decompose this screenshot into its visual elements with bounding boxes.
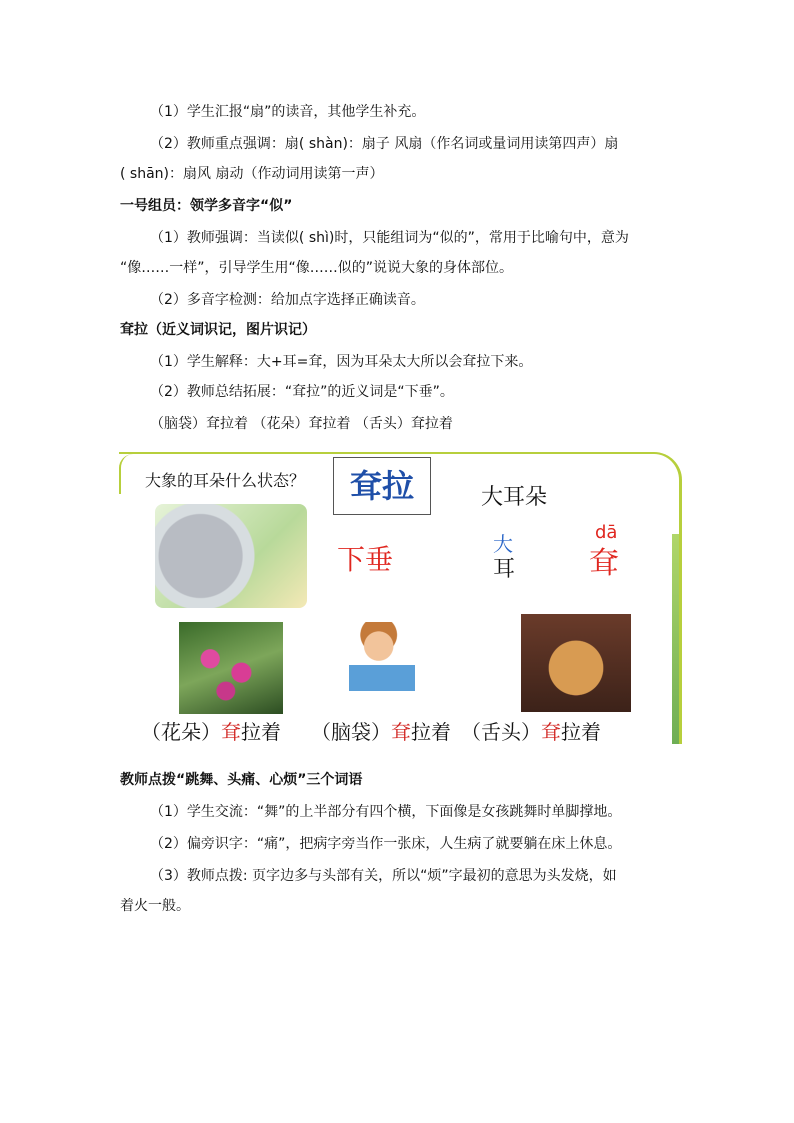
doc-line: 着火一般。 [120, 898, 190, 914]
slide-word-box: 耷拉 [333, 457, 431, 515]
slide-captions [141, 716, 601, 744]
big-ear-text: 大耳朵 [481, 485, 548, 510]
doc-line: （1）学生汇报“扇”的读音，其他学生补充。 [150, 104, 426, 120]
doc-line: （脑袋）耷拉着 （花朵）耷拉着 （舌头）耷拉着 [150, 416, 453, 432]
doc-line: ( shān)：扇风 扇动（作动词用读第一声） [120, 166, 384, 182]
doc-line: （3）教师点拨: 页字边多与头部有关，所以“烦”字最初的意思为头发烧，如 [150, 868, 617, 884]
flower-image [179, 622, 283, 714]
component-top: 大 [493, 532, 513, 556]
section-heading: 教师点拨“跳舞、头痛、心烦”三个词语 [120, 772, 363, 788]
doc-line: （1）学生交流：“舞”的上半部分有四个横，下面像是女孩跳舞时单脚撑地。 [150, 804, 622, 820]
caption-paren: （舌头） [461, 720, 541, 744]
elephant-image [155, 504, 307, 608]
doc-line: （2）多音字检测：给加点字选择正确读音。 [150, 292, 425, 308]
caption-paren: （花朵） [141, 720, 221, 744]
lesson-slide [119, 452, 682, 744]
dog-image [521, 614, 631, 712]
doc-line: （1）学生解释：大+耳=耷，因为耳朵太大所以会耷拉下来。 [150, 354, 533, 370]
doc-line: （2）教师总结拓展：“耷拉”的近义词是“下垂”。 [150, 384, 454, 400]
character-da: 耷 [589, 546, 619, 581]
doc-line: （2）偏旁识字：“痛”，把病字旁当作一张床，人生病了就要躺在床上休息。 [150, 836, 622, 852]
caption-rest: 拉着 [561, 720, 601, 744]
doc-line: （1）教师强调：当读似( shì)时，只能组词为“似的”，常用于比喻句中，意为 [150, 230, 629, 246]
caption-red-char: 耷 [221, 720, 241, 744]
section-heading: 耷拉（近义词识记，图片识记） [120, 322, 316, 338]
synonym-text: 下垂 [337, 543, 394, 576]
caption-red-char: 耷 [541, 720, 561, 744]
doc-line: （2）教师重点强调：扇( shàn)：扇子 风扇（作名词或量词用读第四声）扇 [150, 136, 619, 152]
leaf-decoration [672, 534, 682, 744]
section-heading: 一号组员：领学多音字“似” [120, 198, 293, 214]
caption-rest: 拉着 [411, 720, 451, 744]
pinyin-label: dā [595, 522, 618, 543]
doc-line: “像……一样”，引导学生用“像……似的”说说大象的身体部位。 [120, 260, 514, 276]
caption-paren: （脑袋） [311, 720, 391, 744]
blank-underline [283, 728, 309, 744]
slide-question: 大象的耳朵什么状态？ [145, 471, 306, 490]
component-bottom: 耳 [493, 557, 516, 582]
slide-border [119, 454, 135, 494]
caption-rest: 拉着 [241, 720, 281, 744]
caption-red-char: 耷 [391, 720, 411, 744]
boy-image [349, 622, 415, 708]
